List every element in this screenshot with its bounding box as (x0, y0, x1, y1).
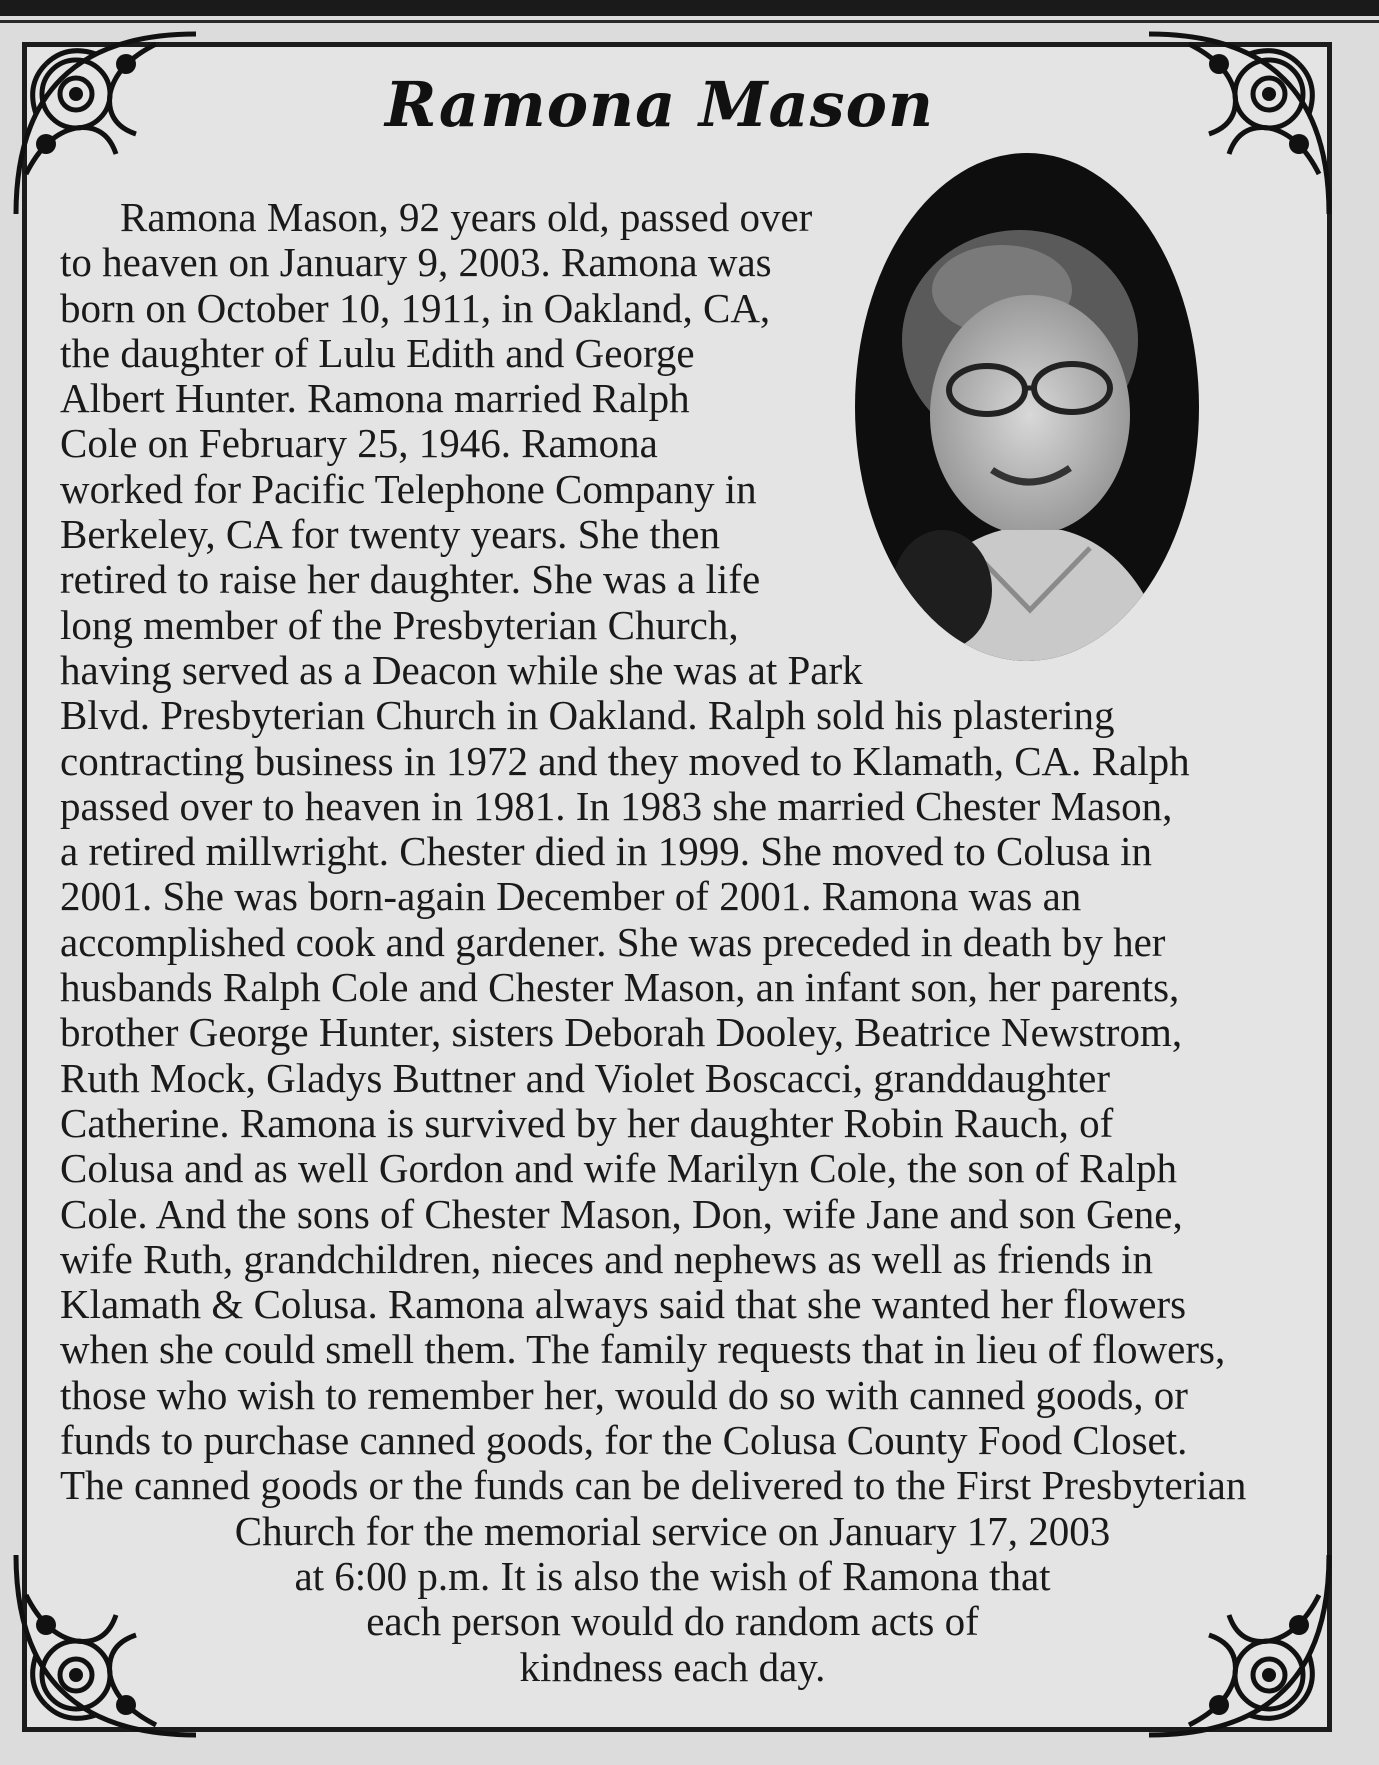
text-line: contracting business in 1972 and they moved to Klamath, CA. Ralph (60, 737, 1190, 784)
text-line: worked for Pacific Telephone Company in (60, 465, 757, 512)
text-line: to heaven on January 9, 2003. Ramona was (60, 239, 772, 286)
text-line: Colusa and as well Gordon and wife Marilyn Cole, the son of Ralph (60, 1145, 1178, 1192)
text-line: brother George Hunter, sisters Deborah Dooley, Beatrice Newstrom, (60, 1009, 1183, 1056)
text-line: passed over to heaven in 1981. In 1983 she married Chester Mason, (60, 782, 1173, 829)
text-line: Cole. And the sons of Chester Mason, Don, wife Jane and son Gene, (60, 1190, 1183, 1237)
text-line: a retired millwright. Chester died in 1999. She moved to Colusa in (60, 828, 1153, 875)
text-line: long member of the Presbyterian Church, (60, 601, 739, 648)
text-line: at 6:00 p.m. It is also the wish of Ramona that (294, 1552, 1051, 1599)
top-border-bar (0, 0, 1379, 16)
text-line: husbands Ralph Cole and Chester Mason, an infant son, her parents, (60, 964, 1180, 1011)
obituary-body (60, 195, 1285, 1690)
top-border-rule (0, 20, 1379, 23)
obituary-title: Ramona Mason (384, 68, 935, 141)
text-line: those who wish to remember her, would do so with canned goods, or (60, 1371, 1188, 1418)
text-line: each person would do random acts of (366, 1598, 979, 1645)
text-line: having served as a Deacon while she was at Park (60, 646, 863, 693)
text-line: Cole on February 25, 1946. Ramona (60, 420, 658, 467)
text-line: the daughter of Lulu Edith and George (60, 329, 695, 376)
text-line: Catherine. Ramona is survived by her daughter Robin Rauch, of (60, 1099, 1114, 1146)
text-line: Ramona Mason, 92 years old, passed over (120, 194, 813, 240)
text-line: Berkeley, CA for twenty years. She then (60, 511, 721, 558)
text-line: The canned goods or the funds can be delivered to the First Presbyterian (60, 1462, 1247, 1509)
text-line: Church for the memorial service on January 17, 2003 (234, 1507, 1111, 1554)
text-line: wife Ruth, grandchildren, nieces and nephews as well as friends in (60, 1235, 1154, 1282)
text-line: retired to raise her daughter. She was a life (60, 556, 761, 603)
text-line: accomplished cook and gardener. She was preceded in death by her (60, 918, 1166, 965)
text-line: born on October 10, 1911, in Oakland, CA, (60, 284, 771, 331)
text-line: funds to purchase canned goods, for the Colusa County Food Closet. (60, 1417, 1188, 1464)
text-line: Ruth Mock, Gladys Buttner and Violet Boscacci, granddaughter (60, 1054, 1111, 1101)
text-line: Klamath & Colusa. Ramona always said that she wanted her flowers (60, 1281, 1187, 1328)
text-line: Albert Hunter. Ramona married Ralph (60, 375, 690, 422)
text-line: kindness each day. (519, 1643, 826, 1690)
text-line: Blvd. Presbyterian Church in Oakland. Ralph sold his plastering (60, 692, 1115, 739)
text-line: when she could smell them. The family requests that in lieu of flowers, (60, 1326, 1226, 1373)
text-line: 2001. She was born-again December of 2001. Ramona was an (60, 873, 1082, 920)
